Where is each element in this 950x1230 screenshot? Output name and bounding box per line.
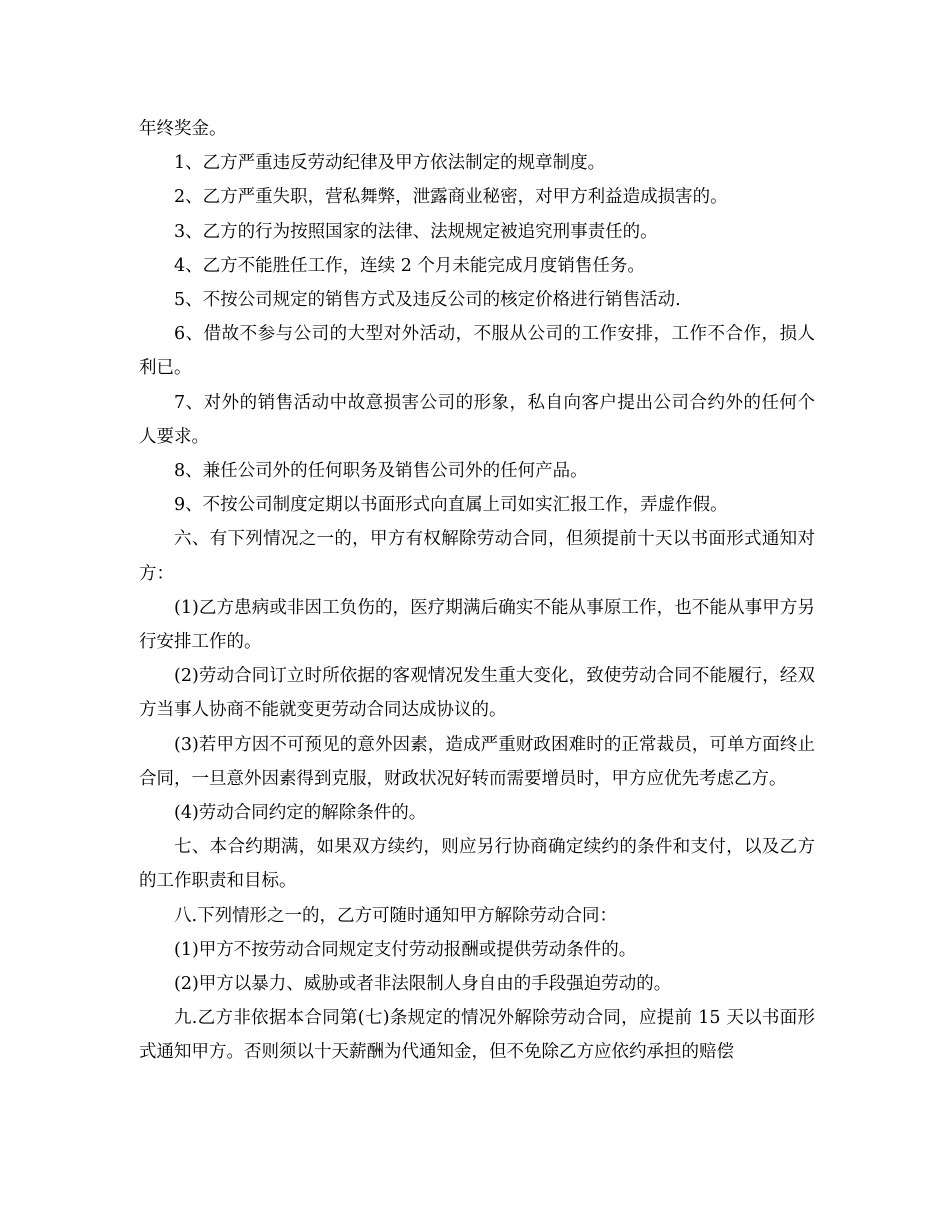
- paragraph-3: 3、乙方的行为按照国家的法律、法规规定被追究刑事责任的。: [174, 221, 658, 242]
- paragraph-2: 2、乙方严重失职，营私舞弊，泄露商业秘密，对甲方利益造成损害的。: [174, 187, 728, 208]
- paragraph-5: 5、不按公司规定的销售方式及违反公司的核定价格进行销售活动.: [174, 290, 681, 311]
- paragraph-1: 1、乙方严重违反劳动纪律及甲方依法制定的规章制度。: [174, 153, 606, 174]
- paragraph-19: 九.乙方非依据本合同第(七)条规定的情况外解除劳动合同，应提前 15 天以书面形式通知甲方。否则须以十天薪酬为代通知金，但不免除乙方应依约承担的赔偿: [139, 1008, 815, 1063]
- paragraph-4: 4、乙方不能胜任工作，连续 2 个月未能完成月度销售任务。: [174, 255, 645, 276]
- paragraph-10: 六、有下列情况之一的，甲方有权解除劳动合同，但须提前十天以书面形式通知对方：: [139, 529, 815, 584]
- paragraph-15: 七、本合约期满，如果双方续约，则应另行协商确定续约的条件和支付，以及乙方的工作职责和目标。: [139, 837, 815, 892]
- paragraph-6: 6、借故不参与公司的大型对外活动，不服从公司的工作安排，工作不合作，损人利已。: [139, 324, 815, 379]
- paragraph-9: 9、不按公司制度定期以书面形式向直属上司如实汇报工作，弄虚作假。: [174, 495, 728, 516]
- paragraph-12: (2)劳动合同订立时所依据的客观情况发生重大变化，致使劳动合同不能履行，经双方当事人协商不能就变更劳动合同达成协议的。: [139, 666, 815, 721]
- paragraph-11: (1)乙方患病或非因工负伤的，医疗期满后确实不能从事原工作，也不能从事甲方另行安排工作的。: [139, 597, 815, 653]
- paragraph-7: 7、对外的销售活动中故意损害公司的形象，私自向客户提出公司合约外的任何个人要求。: [139, 392, 815, 447]
- paragraph-0: 年终奖金。: [139, 119, 227, 139]
- paragraph-16: 八.下列情形之一的，乙方可随时通知甲方解除劳动合同：: [174, 905, 618, 926]
- paragraph-14: (4)劳动合同约定的解除条件的。: [174, 803, 427, 824]
- document-body: [139, 112, 815, 1070]
- paragraph-18: (2)甲方以暴力、威胁或者非法限制人身自由的手段强迫劳动的。: [174, 974, 672, 995]
- paragraph-17: (1)甲方不按劳动合同规定支付劳动报酬或提供劳动条件的。: [174, 939, 637, 960]
- paragraph-8: 8、兼任公司外的任何职务及销售公司外的任何产品。: [174, 461, 588, 482]
- paragraph-13: (3)若甲方因不可预见的意外因素，造成严重财政困难时的正常裁员，可单方面终止合同，一旦意外因素得到克服，财政状况好转而需要增员时，甲方应优先考虑乙方。: [139, 734, 815, 789]
